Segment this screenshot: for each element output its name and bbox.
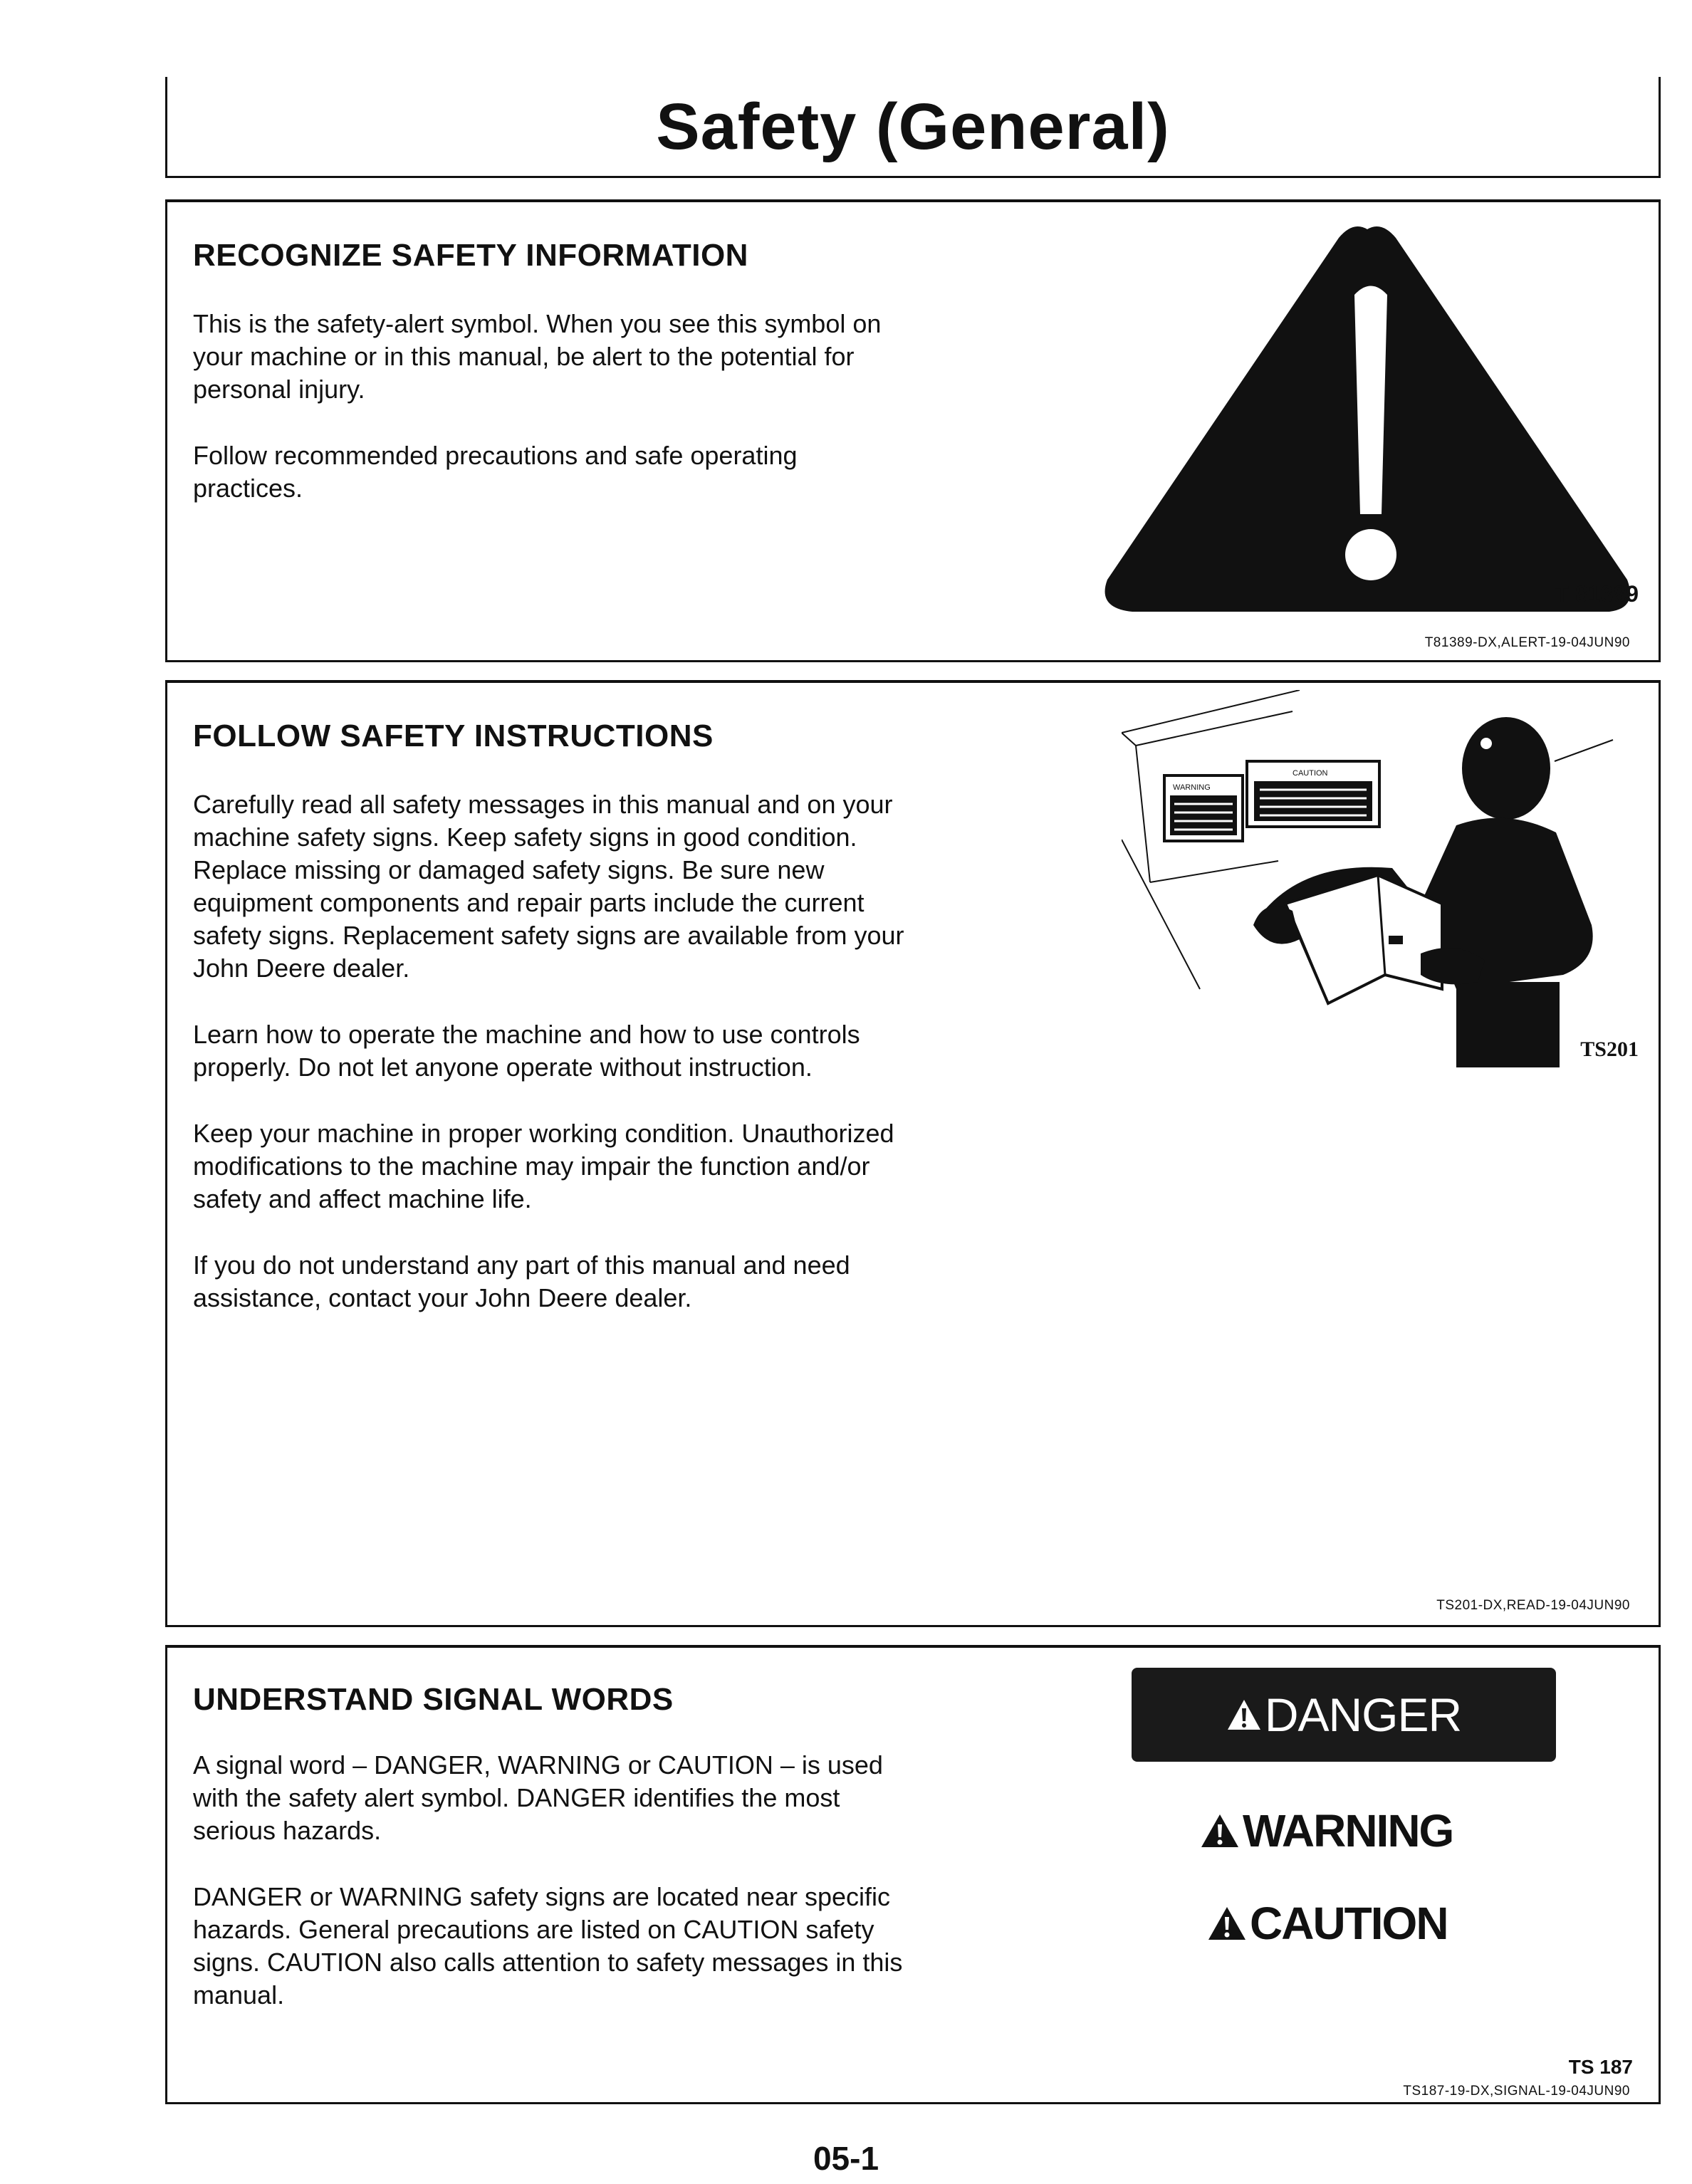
- section-body: [193, 788, 905, 1348]
- section-body: [193, 308, 905, 538]
- alert-triangle-icon: [1200, 1813, 1240, 1849]
- caution-label: CAUTION: [1250, 1898, 1448, 1949]
- section-body: [193, 1749, 905, 2045]
- caution-signal: [1207, 1897, 1448, 1950]
- caution-sign-icon: [1247, 761, 1379, 827]
- paragraph: If you do not understand any part of this manual and need assistance, contact your John Deere dealer.: [193, 1250, 850, 1312]
- section-heading: UNDERSTAND SIGNAL WORDS: [193, 1682, 674, 1717]
- reference-code: TS201-DX,READ-19-04JUN90: [1436, 1598, 1630, 1613]
- section-heading: FOLLOW SAFETY INSTRUCTIONS: [193, 719, 714, 753]
- sign-label: WARNING: [1173, 783, 1211, 792]
- reference-code: T81389-DX,ALERT-19-04JUN90: [1424, 635, 1630, 650]
- paragraph: Keep your machine in proper working condition. Unauthorized modifications to the machine may impair the function and/or safety and affect machine life.: [193, 1119, 894, 1213]
- paragraph: DANGER or WARNING safety signs are located near specific hazards. General precautions are listed on CAUTION safety signs. CAUTION also calls attention to safety messages in this manual.: [193, 1882, 903, 2010]
- paragraph: Follow recommended precautions and safe operating practices.: [193, 441, 798, 503]
- figure-label: T 81389: [1555, 581, 1639, 607]
- paragraph: This is the safety-alert symbol. When you see this symbol on your machine or in this manual, be alert to the potential for personal injury.: [193, 309, 882, 404]
- paragraph: Carefully read all safety messages in this manual and on your machine safety signs. Keep safety signs in good condition. Replace missing or damaged safety signs. Be sure new equipment components and repair parts include the current safety signs. Replacement safety signs are available from your John Deere dealer.: [193, 790, 904, 983]
- figure-label: TS 187: [1568, 2056, 1633, 2078]
- sign-label: CAUTION: [1292, 769, 1328, 778]
- alert-triangle-icon: [1207, 1906, 1247, 1941]
- section-recognize-safety-information: [165, 199, 1661, 662]
- section-understand-signal-words: [165, 1645, 1661, 2104]
- section-heading: RECOGNIZE SAFETY INFORMATION: [193, 238, 748, 273]
- paragraph: A signal word – DANGER, WARNING or CAUTION – is used with the safety alert symbol. DANGER identifies the most serious hazards.: [193, 1750, 883, 1845]
- warning-label: WARNING: [1243, 1805, 1453, 1856]
- danger-signal-badge: [1132, 1668, 1556, 1762]
- page-title: Safety (General): [656, 90, 1170, 163]
- warning-sign-icon: [1164, 775, 1243, 841]
- title-frame: [165, 77, 1661, 178]
- figure-label: TS201: [1580, 1038, 1639, 1061]
- warning-signal: [1200, 1804, 1453, 1857]
- paragraph: Learn how to operate the machine and how to use controls properly. Do not let anyone operate without instruction.: [193, 1020, 860, 1082]
- person-reading-manual-illustration: [1122, 690, 1620, 1089]
- danger-label: DANGER: [1264, 1688, 1462, 1741]
- section-follow-safety-instructions: [165, 680, 1661, 1627]
- page-number: 05-1: [813, 2140, 879, 2177]
- alert-triangle-icon: [1226, 1698, 1262, 1731]
- safety-alert-triangle-icon: [1097, 209, 1638, 622]
- reference-code: TS187-19-DX,SIGNAL-19-04JUN90: [1403, 2084, 1630, 2099]
